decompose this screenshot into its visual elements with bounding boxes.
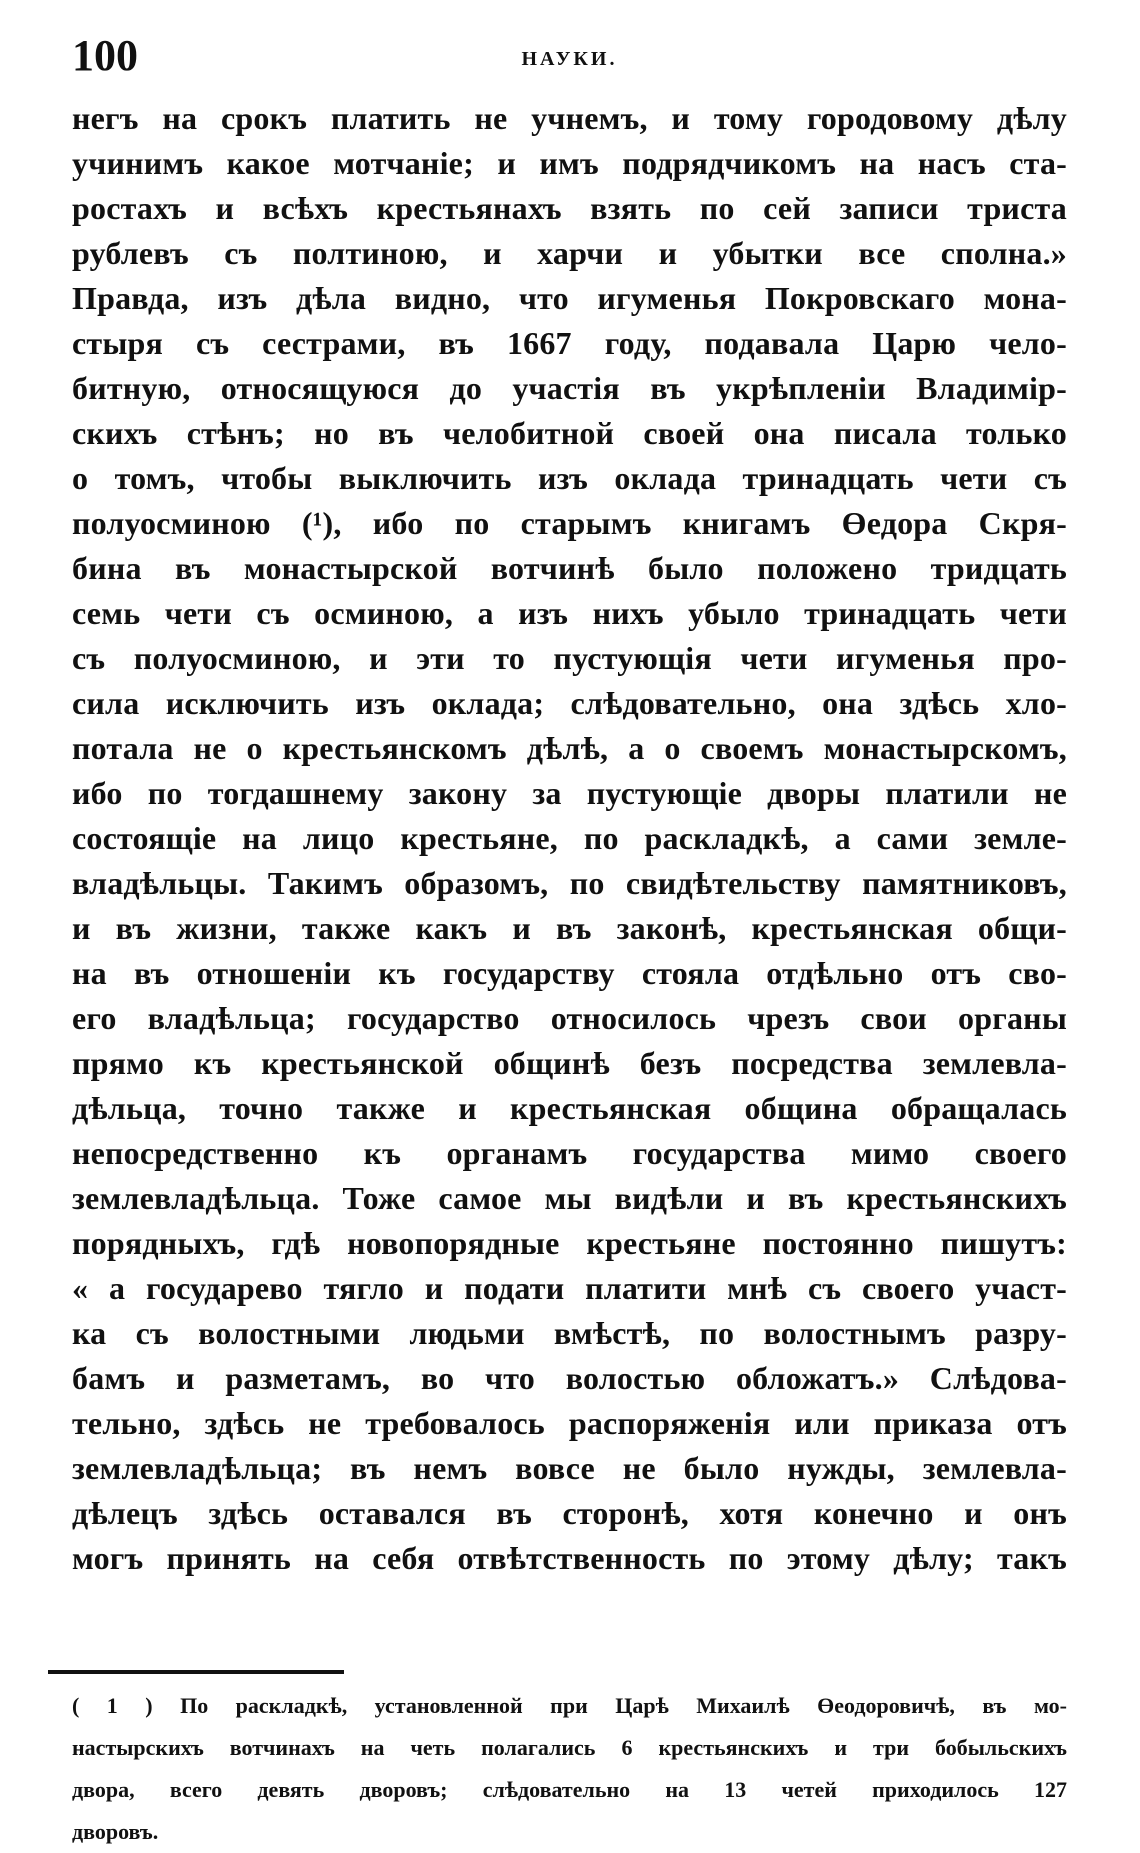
text-line: непосредственно къ органамъ государства мимо своего: [72, 1135, 1067, 1171]
text-line: скихъ стѣнъ; но въ челобитной своей она писала только: [72, 415, 1067, 451]
text-line: его владѣльца; государство относилось чрезъ свои органы: [72, 1000, 1067, 1036]
footnote-line: настырскихъ вотчинахъ на четь полагались 6 крестьянскихъ и три бобыльскихъ: [72, 1735, 1067, 1760]
text-line: сила исключить изъ оклада; слѣдовательно, она здѣсь хло-: [72, 685, 1067, 721]
text-line: ростахъ и всѣхъ крестьянахъ взять по сей записи триста: [72, 190, 1067, 226]
text-line: потала не о крестьянскомъ дѣлѣ, а о своемъ монастырскомъ,: [72, 730, 1067, 766]
text-line: негъ на срокъ платить не учнемъ, и тому городовому дѣлу: [72, 100, 1067, 136]
footnotes: [72, 1685, 1067, 1853]
text-line: состоящіе на лицо крестьяне, по раскладкѣ, а сами земле-: [72, 820, 1067, 856]
text-line: бина въ монастырской вотчинѣ было положено тридцать: [72, 550, 1067, 586]
text-line: ка съ волостными людьми вмѣстѣ, по волостнымъ разру-: [72, 1315, 1067, 1351]
text-line: прямо къ крестьянской общинѣ безъ посредства землевла-: [72, 1045, 1067, 1081]
text-line: порядныхъ, гдѣ новопорядные крестьяне постоянно пишутъ:: [72, 1225, 1067, 1261]
text-line: рублевъ съ полтиною, и харчи и убытки все сполна.»: [72, 235, 1067, 271]
text-line: дѣльца, точно также и крестьянская община обращалась: [72, 1090, 1067, 1126]
text-line: бамъ и разметамъ, во что волостью обложатъ.» Слѣдова-: [72, 1360, 1067, 1396]
body-text: [72, 96, 1067, 1581]
text-line: полуосминою (¹), ибо по старымъ книгамъ Өедора Скря-: [72, 505, 1067, 541]
page-number: 100: [72, 31, 138, 80]
text-line: землевладѣльца; въ немъ вовсе не было нужды, землевла-: [72, 1450, 1067, 1486]
text-line: могъ принять на себя отвѣтственность по этому дѣлу; такъ: [72, 1540, 1067, 1576]
text-line: о томъ, чтобы выключить изъ оклада тринадцать чети съ: [72, 460, 1067, 496]
text-line: землевладѣльца. Тоже самое мы видѣли и въ крестьянскихъ: [72, 1180, 1067, 1216]
text-line: ибо по тогдашнему закону за пустующіе дворы платили не: [72, 775, 1067, 811]
text-line: съ полуосминою, и эти то пустующія чети игуменья про-: [72, 640, 1067, 676]
footnote-line: двора, всего девять дворовъ; слѣдовательно на 13 четей приходилось 127: [72, 1777, 1067, 1802]
footnote-divider: [48, 1670, 344, 1674]
text-line: учинимъ какое мотчаніе; и имъ подрядчикомъ на насъ ста-: [72, 145, 1067, 181]
text-line: Правда, изъ дѣла видно, что игуменья Покровскаго мона-: [72, 280, 1067, 316]
text-line: стыря съ сестрами, въ 1667 году, подавала Царю чело-: [72, 325, 1067, 361]
text-line: битную, относящуюся до участія въ укрѣпленіи Владимір-: [72, 370, 1067, 406]
text-line: владѣльцы. Такимъ образомъ, по свидѣтельству памятниковъ,: [72, 865, 1067, 901]
text-line: и въ жизни, также какъ и въ законѣ, крестьянская общи-: [72, 910, 1067, 946]
text-line: « а государево тягло и подати платити мнѣ съ своего участ-: [72, 1270, 1067, 1306]
page-header: [72, 30, 1067, 90]
running-head: НАУКИ.: [521, 48, 618, 70]
text-line: дѣлецъ здѣсь оставался въ сторонѣ, хотя конечно и онъ: [72, 1495, 1067, 1531]
footnote-line: дворовъ.: [72, 1819, 159, 1844]
footnote-line: ( 1 ) По раскладкѣ, установленной при Царѣ Михаилѣ Өеодоровичѣ, въ мо-: [72, 1693, 1067, 1718]
text-line: тельно, здѣсь не требовалось распоряженія или приказа отъ: [72, 1405, 1067, 1441]
text-line: на въ отношеніи къ государству стояла отдѣльно отъ сво-: [72, 955, 1067, 991]
text-line: семь чети съ осминою, а изъ нихъ убыло тринадцать чети: [72, 595, 1067, 631]
